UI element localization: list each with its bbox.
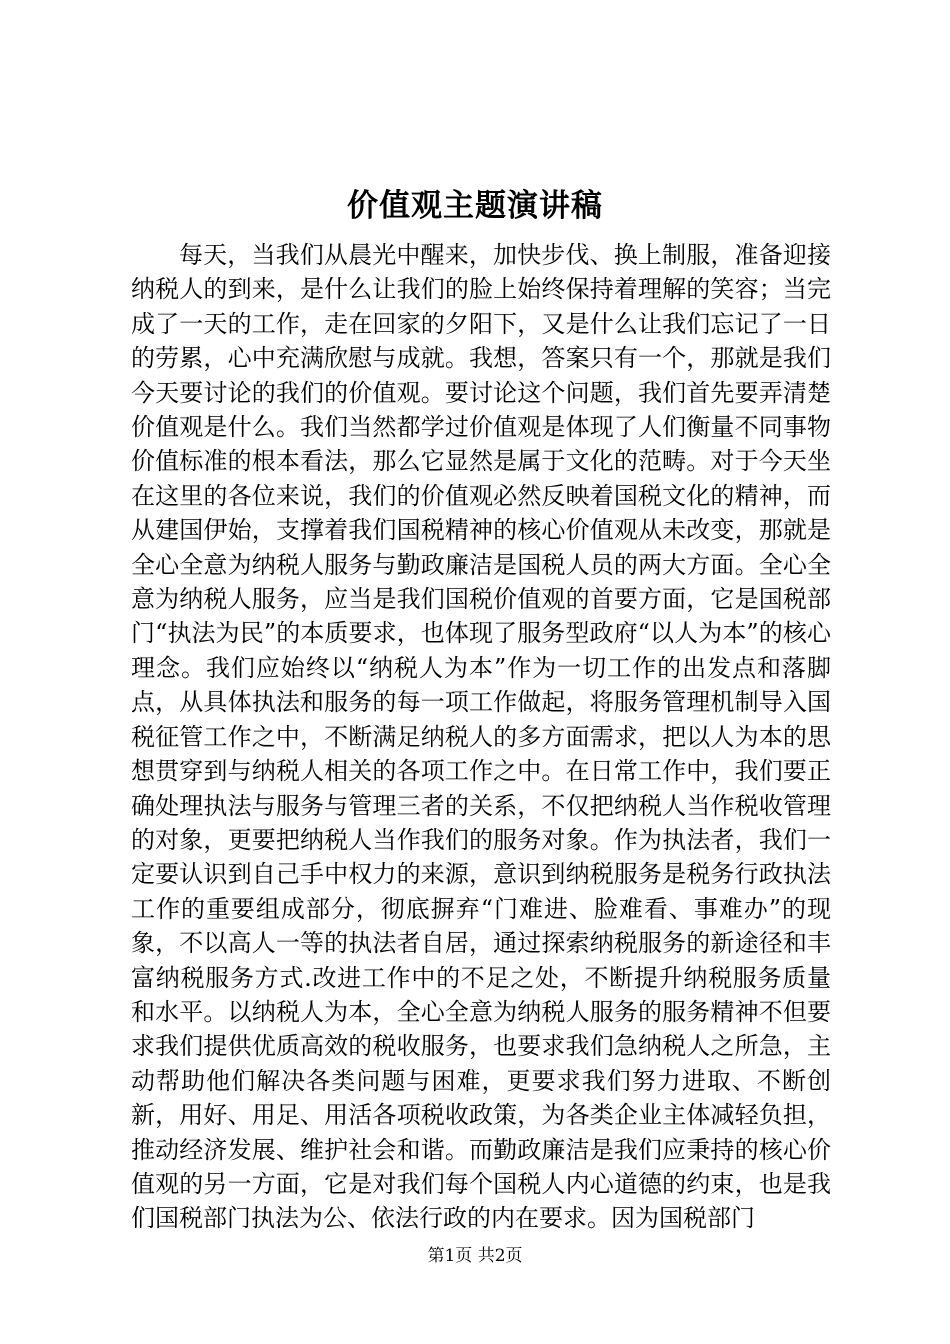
- document-body-paragraph: 每天，当我们从晨光中醒来，加快步伐、换上制服，准备迎接纳税人的到来，是什么让我们的脸上始终保持着理解的笑容；当完成了一天的工作，走在回家的夕阳下，又是什么让我们忘记了一日的劳累，心中充满欣慰与成就。我想，答案只有一个，那就是我们今天要讨论的我们的价值观。要讨论这个问题，我们首先要弄清楚价值观是什么。我们当然都学过价值观是体现了人们衡量不同事物价值标准的根本看法，那么它显然是属于文化的范畴。对于今天坐在这里的各位来说，我们的价值观必然反映着国税文化的精神，而从建国伊始，支撑着我们国税精神的核心价值观从未改变，那就是全心全意为纳税人服务与勤政廉洁是国税人员的两大方面。全心全意为纳税人服务，应当是我们国税价值观的首要方面，它是国税部门“执法为民”的本质要求，也体现了服务型政府“以人为本”的核心理念。我们应始终以“纳税人为本”作为一切工作的出发点和落脚点，从具体执法和服务的每一项工作做起，将服务管理机制导入国税征管工作之中，不断满足纳税人的多方面需求，把以人为本的思想贯穿到与纳税人相关的各项工作之中。在日常工作中，我们要正确处理执法与服务与管理三者的关系，不仅把纳税人当作税收管理的对象，更要把纳税人当作我们的服务对象。作为执法者，我们一定要认识到自己手中权力的来源，意识到纳税服务是税务行政执法工作的重要组成部分，彻底摒弃“门难进、脸难看、事难办”的现象，不以高人一等的执法者自居，通过探索纳税服务的新途径和丰富纳税服务方式.改进工作中的不足之处，不断提升纳税服务质量和水平。以纳税人为本，全心全意为纳税人服务的服务精神不但要求我们提供优质高效的税收服务，也要求我们急纳税人之所急，主动帮助他们解决各类问题与困难，更要求我们努力进取、不断创新，用好、用足、用活各项税收政策，为各类企业主体减轻负担，推动经济发展、维护社会和谐。而勤政廉洁是我们应秉持的核心价值观的另一方面，它是对我们每个国税人内心道德的约束，也是我们国税部门执法为公、依法行政的内在要求。因为国税部门: [131, 241, 831, 1233]
- document-title: 价值观主题演讲稿: [347, 188, 603, 224]
- page-number-footer: 第1页 共2页: [427, 1246, 523, 1266]
